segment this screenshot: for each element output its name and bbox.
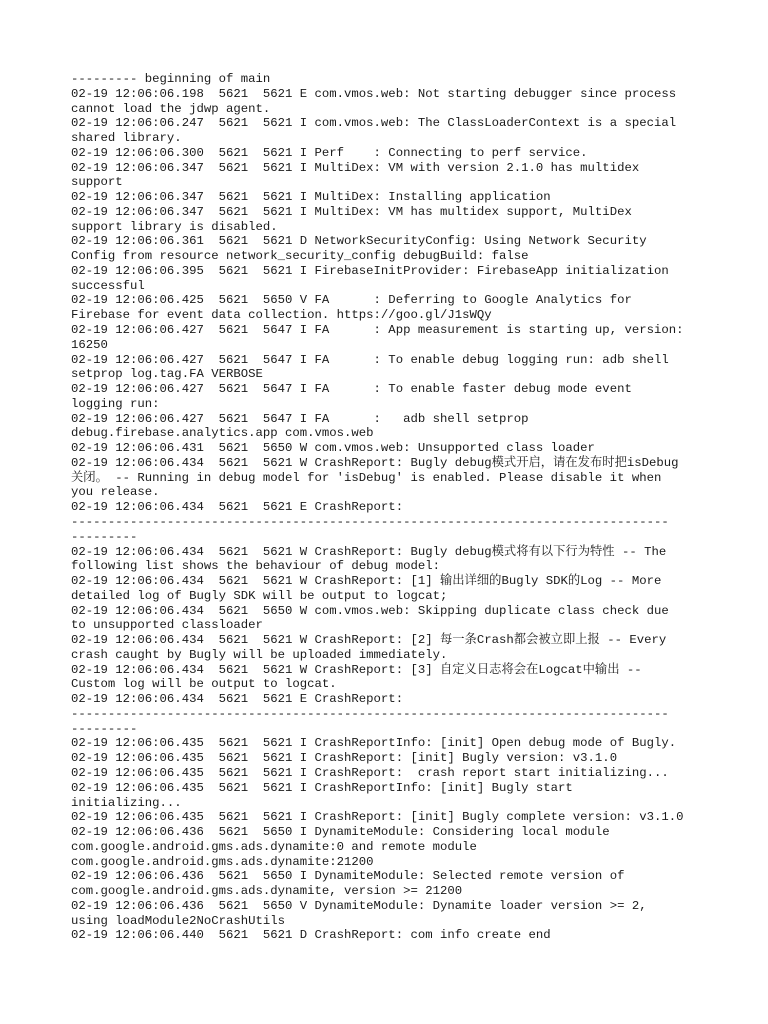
log-line: to unsupported classloader: [71, 618, 263, 633]
log-line: shared library.: [71, 131, 182, 146]
log-line: 02-19 12:06:06.347 5621 5621 I MultiDex: VM has multidex support, MultiDex: [71, 204, 632, 219]
log-line: --------- beginning of main: [71, 72, 271, 86]
log-line: support library is disabled.: [71, 219, 278, 234]
log-line: 02-19 12:06:06.434 5621 5621 W CrashReport: Bugly debug模式将有以下行为特性 -- The: [71, 544, 667, 559]
log-line: logging run:: [71, 396, 160, 411]
log-line: 02-19 12:06:06.198 5621 5621 E com.vmos.web: Not starting debugger since process: [71, 86, 677, 101]
log-line: you release.: [71, 485, 160, 500]
log-line: 02-19 12:06:06.434 5621 5621 W CrashReport: Bugly debug模式开启，请在发布时把isDebug: [71, 455, 679, 470]
log-line: debug.firebase.analytics.app com.vmos.web: [71, 426, 374, 441]
log-line: 关闭。 -- Running in debug model for 'isDebug' is enabled. Please disable it when: [71, 470, 662, 485]
log-line: com.google.android.gms.ads.dynamite:0 and remote module: [71, 839, 477, 854]
log-line: 02-19 12:06:06.436 5621 5650 V DynamiteModule: Dynamite loader version >= 2,: [71, 898, 647, 913]
log-line: 02-19 12:06:06.435 5621 5621 I CrashReport: [init] Bugly version: v3.1.0: [71, 751, 618, 766]
log-document: [71, 72, 711, 943]
log-line: 02-19 12:06:06.431 5621 5650 W com.vmos.web: Unsupported class loader: [71, 441, 595, 456]
log-line: Config from resource network_security_config debugBuild: false: [71, 249, 529, 264]
log-line: 02-19 12:06:06.434 5621 5621 E CrashReport:: [71, 500, 404, 515]
log-line: 02-19 12:06:06.427 5621 5647 I FA : To enable debug logging run: adb shell: [71, 352, 669, 367]
log-line: 02-19 12:06:06.434 5621 5621 W CrashReport: [3] 自定义日志将会在Logcat中输出 --: [71, 662, 642, 677]
log-line: ---------: [71, 721, 138, 736]
log-line: crash caught by Bugly will be uploaded immediately.: [71, 647, 448, 662]
log-line: Custom log will be output to logcat.: [71, 677, 337, 692]
log-line: 02-19 12:06:06.425 5621 5650 V FA : Deferring to Google Analytics for: [71, 293, 632, 308]
log-line: 02-19 12:06:06.436 5621 5650 I DynamiteModule: Considering local module: [71, 825, 610, 840]
log-line: 02-19 12:06:06.347 5621 5621 I MultiDex: VM with version 2.1.0 has multidex: [71, 160, 640, 175]
log-line: using loadModule2NoCrashUtils: [71, 913, 286, 928]
log-line: successful: [71, 278, 145, 293]
log-line: 02-19 12:06:06.427 5621 5647 I FA : App measurement is starting up, version:: [71, 323, 684, 338]
log-line: com.google.android.gms.ads.dynamite, version >= 21200: [71, 884, 463, 899]
log-line: 02-19 12:06:06.435 5621 5621 I CrashReport: [init] Bugly complete version: v3.1.0: [71, 810, 684, 825]
log-line: com.google.android.gms.ads.dynamite:21200: [71, 854, 374, 869]
log-line: 02-19 12:06:06.347 5621 5621 I MultiDex: Installing application: [71, 190, 551, 205]
log-line: ---------: [71, 529, 138, 544]
log-line: detailed log of Bugly SDK will be output to logcat;: [71, 588, 448, 603]
log-line: 02-19 12:06:06.247 5621 5621 I com.vmos.web: The ClassLoaderContext is a special: [71, 116, 677, 131]
log-line: 02-19 12:06:06.427 5621 5647 I FA : To enable faster debug mode event: [71, 382, 632, 397]
log-line: 02-19 12:06:06.434 5621 5650 W com.vmos.web: Skipping duplicate class check due: [71, 603, 669, 618]
log-line: 02-19 12:06:06.435 5621 5621 I CrashReportInfo: [init] Open debug mode of Bugly.: [71, 736, 677, 751]
log-line: 02-19 12:06:06.434 5621 5621 W CrashReport: [1] 输出详细的Bugly SDK的Log -- More: [71, 574, 662, 589]
log-line: cannot load the jdwp agent.: [71, 101, 271, 116]
log-line: 02-19 12:06:06.434 5621 5621 E CrashReport:: [71, 692, 404, 707]
log-line: following list shows the behaviour of debug model:: [71, 559, 440, 574]
log-line: 02-19 12:06:06.427 5621 5647 I FA : adb shell setprop: [71, 411, 529, 426]
log-line: Firebase for event data collection. https://goo.gl/J1sWQy: [71, 308, 492, 323]
log-line: initializing...: [71, 795, 182, 810]
log-line: 02-19 12:06:06.434 5621 5621 W CrashReport: [2] 每一条Crash都会被立即上报 -- Every: [71, 633, 667, 648]
log-line: support: [71, 175, 123, 190]
log-line: 02-19 12:06:06.435 5621 5621 I CrashReportInfo: [init] Bugly start: [71, 780, 573, 795]
log-line: ---------------------------------------------------------------------------------: [71, 706, 669, 721]
log-line: 02-19 12:06:06.395 5621 5621 I FirebaseInitProvider: FirebaseApp initialization: [71, 263, 669, 278]
log-line: setprop log.tag.FA VERBOSE: [71, 367, 263, 382]
log-line: 02-19 12:06:06.361 5621 5621 D NetworkSecurityConfig: Using Network Security: [71, 234, 647, 249]
log-line: 02-19 12:06:06.436 5621 5650 I DynamiteModule: Selected remote version of: [71, 869, 625, 884]
log-line: 02-19 12:06:06.440 5621 5621 D CrashReport: com info create end: [71, 928, 551, 943]
log-line: 16250: [71, 337, 108, 352]
log-line: 02-19 12:06:06.300 5621 5621 I Perf : Connecting to perf service.: [71, 145, 588, 160]
log-line: ---------------------------------------------------------------------------------: [71, 514, 669, 529]
log-line: 02-19 12:06:06.435 5621 5621 I CrashReport: crash report start initializing...: [71, 765, 669, 780]
